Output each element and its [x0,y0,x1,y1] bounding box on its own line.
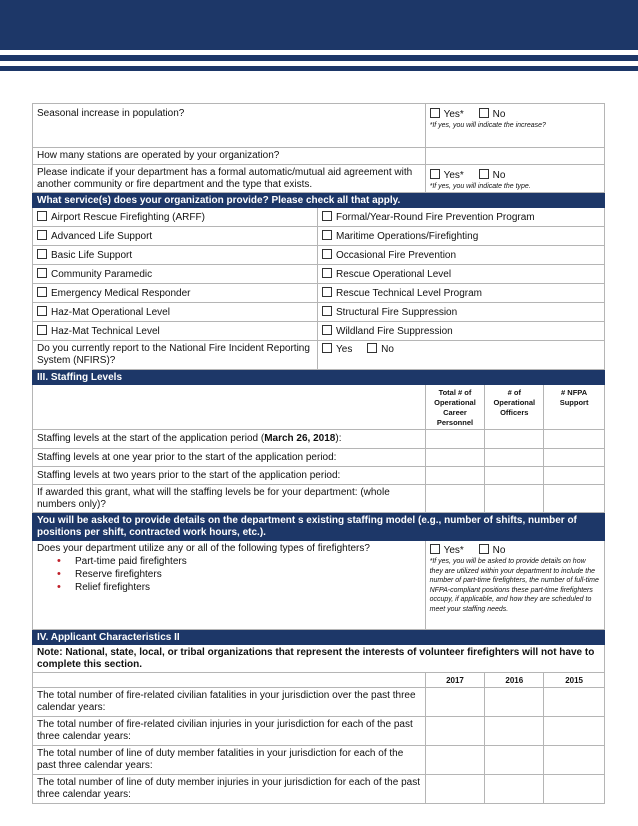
staffing-row [32,449,605,467]
staffing-header: III. Staffing Levels [33,370,604,384]
types-yes-checkbox[interactable] [430,544,440,554]
seasonal-yes-label: Yes* [443,109,464,120]
staffing-input[interactable] [426,449,486,466]
aid-no-label: No [492,170,506,181]
service-checkbox[interactable] [37,287,47,297]
aid-label: Please indicate if your department has a formal automatic/mutual aid agreement with another community or fire department and the type that exists. [33,165,426,192]
staffing-col-career: Total # of Operational Career Personnel [426,385,486,429]
service-row [32,284,605,303]
service-option [33,322,318,340]
year-input[interactable] [485,688,544,716]
service-label: Occasional Fire Prevention [336,250,457,261]
services-list [32,208,605,341]
nfirs-yes-checkbox[interactable] [322,343,332,353]
year-input[interactable] [426,746,486,774]
year-2016: 2016 [485,673,544,687]
service-label: Rescue Technical Level Program [336,288,483,299]
types-answer [426,541,604,629]
aid-answer [426,165,604,192]
seasonal-note: *If yes, you will indicate the increase? [429,122,546,129]
aid-note: *If yes, you will indicate the type. [429,183,531,190]
service-option [318,208,604,226]
service-label: Emergency Medical Responder [51,288,191,299]
service-row [32,265,605,284]
service-checkbox[interactable] [37,268,47,278]
service-checkbox[interactable] [322,268,332,278]
service-option [318,246,604,264]
types-item: • Relief firefighters [57,581,421,594]
aid-no-checkbox[interactable] [479,169,489,179]
year-row [32,717,605,746]
applicant-note: Note: National, state, local, or tribal organizations that represent the interests of volunteer firefighters will not have to complete this section. [37,647,595,670]
year-input[interactable] [485,717,544,745]
service-option [33,227,318,245]
year-input[interactable] [544,717,604,745]
service-checkbox[interactable] [37,230,47,240]
year-row-label: The total number of line of duty member injuries in your jurisdiction for each of the past three calendar years: [33,775,426,803]
service-checkbox[interactable] [322,287,332,297]
applicant-note-row [32,645,605,673]
seasonal-row [32,103,605,148]
staffing-input[interactable] [485,467,544,484]
year-row-label: The total number of line of duty member fatalities in your jurisdiction for each of the past three calendar years: [33,746,426,774]
staffing-row-label: Staffing levels at two years prior to the start of the application period: [33,467,426,484]
staffing-start-row [32,430,605,449]
nfirs-row [32,341,605,370]
service-checkbox[interactable] [37,211,47,221]
aid-yes-checkbox[interactable] [430,169,440,179]
service-option [33,265,318,283]
aid-yes-label: Yes* [443,170,464,181]
service-option [33,246,318,264]
service-checkbox[interactable] [37,306,47,316]
types-note: *If yes, you will be asked to provide details on how they are utilized within your department to include the number of part-time firefighters, the number of full-time NFPA-compliant positions these part-time firefighters occupy, if applicable, and how they are scheduled to meet your staffing needs. [429,558,599,613]
service-option [318,227,604,245]
years-header-row [32,673,605,688]
service-label: Maritime Operations/Firefighting [336,231,479,242]
service-checkbox[interactable] [322,306,332,316]
nfirs-label: Do you currently report to the National Fire Incident Reporting System (NFIRS)? [33,341,318,369]
service-label: Community Paramedic [51,269,153,280]
service-row [32,208,605,227]
services-header: What service(s) does your organization provide? Please check all that apply. [33,193,604,207]
aid-row [32,165,605,193]
types-item: • Part-time paid firefighters [57,555,421,568]
seasonal-answer [426,104,604,147]
service-option [33,284,318,302]
service-option [33,303,318,321]
seasonal-label: Seasonal increase in population? [33,104,426,147]
service-label: Structural Fire Suppression [336,307,458,318]
service-checkbox[interactable] [37,325,47,335]
staffing-row-label: If awarded this grant, what will the staffing levels be for your department: (whole numbers only)? [33,485,426,512]
staffing-row [32,467,605,485]
types-question [33,541,426,629]
year-input[interactable] [544,775,604,803]
year-row [32,688,605,717]
staffing-columns-row [32,385,605,430]
applicant-header-row [32,630,605,645]
staffing-blank [33,385,426,429]
staffing-input[interactable] [426,430,486,448]
staffing-col-support: # NFPA Support [559,388,589,407]
service-label: Advanced Life Support [51,231,153,242]
service-checkbox[interactable] [322,230,332,240]
header-band [0,0,638,50]
service-option [318,322,604,340]
stations-row [32,148,605,165]
staffing-header-row [32,370,605,385]
service-label: Rescue Operational Level [336,269,452,280]
year-2017: 2017 [426,673,486,687]
service-checkbox[interactable] [37,249,47,259]
year-input[interactable] [426,688,486,716]
year-row-label: The total number of fire-related civilian injuries in your jurisdiction for each of the past three calendar years: [33,717,426,745]
application-form [32,103,605,804]
seasonal-yes-checkbox[interactable] [430,108,440,118]
staffing-row [32,485,605,513]
staffing-input[interactable] [544,449,604,466]
header-stripe [0,66,638,71]
year-input[interactable] [544,688,604,716]
service-row [32,303,605,322]
staffing-input[interactable] [426,467,486,484]
types-yes-label: Yes* [443,545,464,556]
staffing-input[interactable] [485,430,544,448]
year-row [32,746,605,775]
stations-label: How many stations are operated by your organization? [33,148,426,164]
nfirs-no-checkbox[interactable] [367,343,377,353]
service-checkbox[interactable] [322,249,332,259]
service-row [32,227,605,246]
year-row [32,775,605,804]
stations-input[interactable] [426,148,604,164]
model-header: You will be asked to provide details on the department s existing staffing model (e.g., number of shifts, number of positions per shift, contracted work hours, etc.). [33,513,604,540]
service-label: Haz-Mat Operational Level [51,307,170,318]
service-row [32,322,605,341]
service-checkbox[interactable] [322,211,332,221]
staffing-input[interactable] [485,485,544,512]
services-header-row [32,193,605,208]
year-2015: 2015 [565,676,583,685]
types-item: • Reserve firefighters [57,568,421,581]
service-label: Airport Rescue Firefighting (ARFF) [51,212,205,223]
staffing-start-suffix: ): [335,433,342,444]
applicant-header: IV. Applicant Characteristics II [33,630,604,644]
staffing-input[interactable] [426,485,486,512]
service-row [32,246,605,265]
staffing-input[interactable] [544,430,604,448]
staffing-row-label: Staffing levels at one year prior to the start of the application period: [33,449,426,466]
service-label: Basic Life Support [51,250,133,261]
staffing-start-label [33,430,426,448]
staffing-rows [32,449,605,513]
year-input[interactable] [544,746,604,774]
service-checkbox[interactable] [322,325,332,335]
staffing-col-officers: # of Operational Officers [485,385,544,429]
year-input[interactable] [426,717,486,745]
year-row-label: The total number of fire-related civilian fatalities in your jurisdiction over the past three calendar years: [33,688,426,716]
staffing-start-date: March 26, 2018 [264,433,336,444]
service-option [318,284,604,302]
year-input[interactable] [426,775,486,803]
types-label: Does your department utilize any or all of the following types of firefighters? [37,543,370,554]
types-list [57,555,421,594]
model-header-row [32,513,605,541]
types-no-checkbox[interactable] [479,544,489,554]
year-input[interactable] [485,775,544,803]
seasonal-no-label: No [492,109,506,120]
seasonal-no-checkbox[interactable] [479,108,489,118]
service-option [318,265,604,283]
types-no-label: No [492,545,506,556]
header-stripe [0,55,638,61]
service-option [318,303,604,321]
service-label: Formal/Year-Round Fire Prevention Program [336,212,535,223]
years-blank [33,673,426,687]
year-input[interactable] [485,746,544,774]
year-rows [32,688,605,804]
nfirs-no-label: No [381,344,394,355]
service-label: Haz-Mat Technical Level [51,326,160,337]
service-label: Wildland Fire Suppression [336,326,453,337]
types-row [32,541,605,630]
nfirs-answer [318,341,604,369]
staffing-input[interactable] [485,449,544,466]
staffing-input[interactable] [544,467,604,484]
staffing-start-prefix: Staffing levels at the start of the application period ( [37,433,265,444]
staffing-input[interactable] [544,485,604,512]
service-option [33,208,318,226]
nfirs-yes-label: Yes [336,344,353,355]
